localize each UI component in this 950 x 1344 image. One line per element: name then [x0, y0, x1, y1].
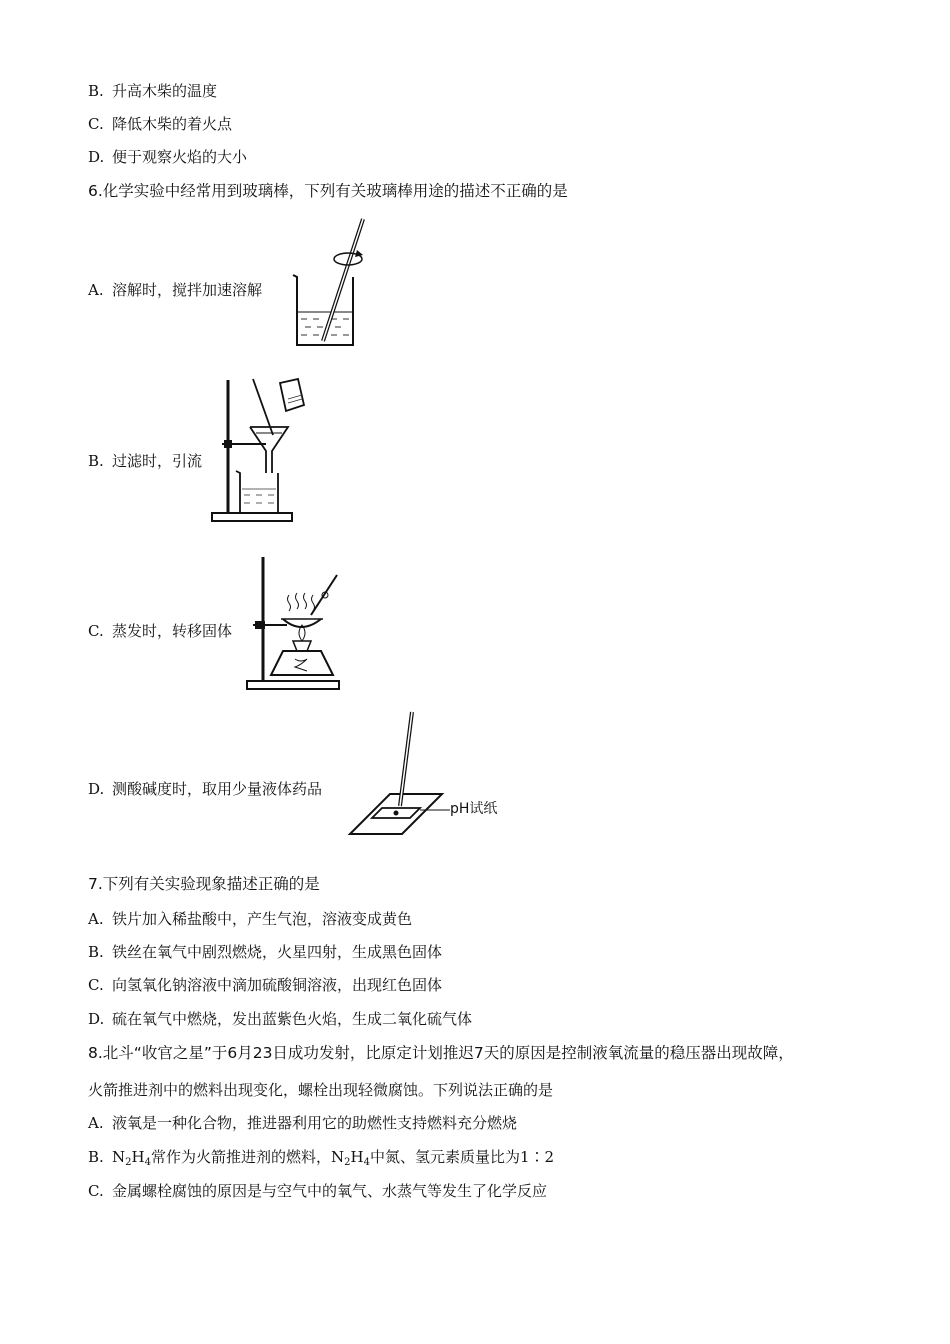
- option-letter: C.: [88, 115, 104, 133]
- q7-option-a: [88, 908, 412, 930]
- option-letter: C.: [88, 622, 104, 640]
- option-text: 溶解时，搅拌加速溶解: [112, 281, 263, 299]
- q7-stem: 7.下列有关实验现象描述正确的是: [88, 875, 320, 893]
- option-letter: A.: [88, 281, 104, 299]
- option-text: 硫在氧气中燃烧，发出蓝紫色火焰，生成二氧化硫气体: [112, 1010, 473, 1028]
- option-letter: D.: [88, 780, 105, 798]
- option-text: 便于观察火焰的大小: [112, 148, 248, 166]
- q6-option-b: [88, 450, 202, 472]
- q7-option-d: [88, 1008, 472, 1030]
- option-text: 蒸发时，转移固体: [112, 622, 233, 640]
- option-text-part2: 中氮、氢元素质量比为1∶2: [369, 1148, 555, 1166]
- option-text: 测酸碱度时，取用少量液体药品: [112, 780, 323, 798]
- q8-stem-line1: 8.北斗“收官之星”于6月23日成功发射，比原定计划推迟7天的原因是控制液氧流量的稳压器出现故障，: [88, 1044, 794, 1062]
- q7-option-b: [88, 941, 442, 963]
- q5-option-c: [88, 113, 232, 135]
- option-text: 铁丝在氧气中剧烈燃烧，火星四射，生成黑色固体: [112, 943, 443, 961]
- q8-option-b: [88, 1146, 554, 1168]
- option-letter: B.: [88, 1148, 104, 1166]
- q5-option-d: [88, 146, 247, 168]
- option-letter: B.: [88, 452, 104, 470]
- q8-stem-line2: 火箭推进剂中的燃料出现变化，螺栓出现轻微腐蚀。下列说法正确的是: [88, 1081, 554, 1099]
- option-letter: A.: [88, 1114, 104, 1132]
- option-letter: D.: [88, 148, 105, 166]
- option-text-part1: 常作为火箭推进剂的燃料，: [150, 1148, 331, 1166]
- option-letter: B.: [88, 82, 104, 100]
- filtration-setup-figure: [208, 375, 308, 525]
- q6-option-c: [88, 620, 232, 642]
- q6-option-d: [88, 778, 322, 800]
- option-letter: C.: [88, 1182, 104, 1200]
- option-text: 铁片加入稀盐酸中，产生气泡，溶液变成黄色: [112, 910, 413, 928]
- q6-option-a: [88, 279, 262, 301]
- option-text: 向氢氧化钠溶液中滴加硫酸铜溶液，出现红色固体: [112, 976, 443, 994]
- beaker-stirring-figure: [285, 215, 375, 350]
- formula-n2h4-2: $N_2H_4$: [330, 1148, 370, 1168]
- option-letter: B.: [88, 943, 104, 961]
- ph-test-paper-figure: [348, 710, 518, 840]
- q8-option-c: [88, 1180, 547, 1202]
- option-text: 降低木柴的着火点: [112, 115, 233, 133]
- option-text: 过滤时，引流: [112, 452, 203, 470]
- ph-paper-label: pH试纸: [450, 801, 498, 817]
- option-letter: A.: [88, 910, 104, 928]
- option-letter: C.: [88, 976, 104, 994]
- q7-option-c: [88, 974, 442, 996]
- option-text: 液氧是一种化合物，推进器利用它的助燃性支持燃料充分燃烧: [112, 1114, 518, 1132]
- q8-option-a: [88, 1112, 517, 1134]
- evaporation-setup-figure: [245, 555, 345, 695]
- option-letter: D.: [88, 1010, 105, 1028]
- q5-option-b: [88, 80, 217, 102]
- q6-stem: 6.化学实验中经常用到玻璃棒，下列有关玻璃棒用途的描述不正确的是: [88, 182, 568, 200]
- formula-n2h4: $N_2H_4$: [112, 1148, 151, 1168]
- option-text: 金属螺栓腐蚀的原因是与空气中的氧气、水蒸气等发生了化学反应: [112, 1182, 548, 1200]
- option-text: 升高木柴的温度: [112, 82, 218, 100]
